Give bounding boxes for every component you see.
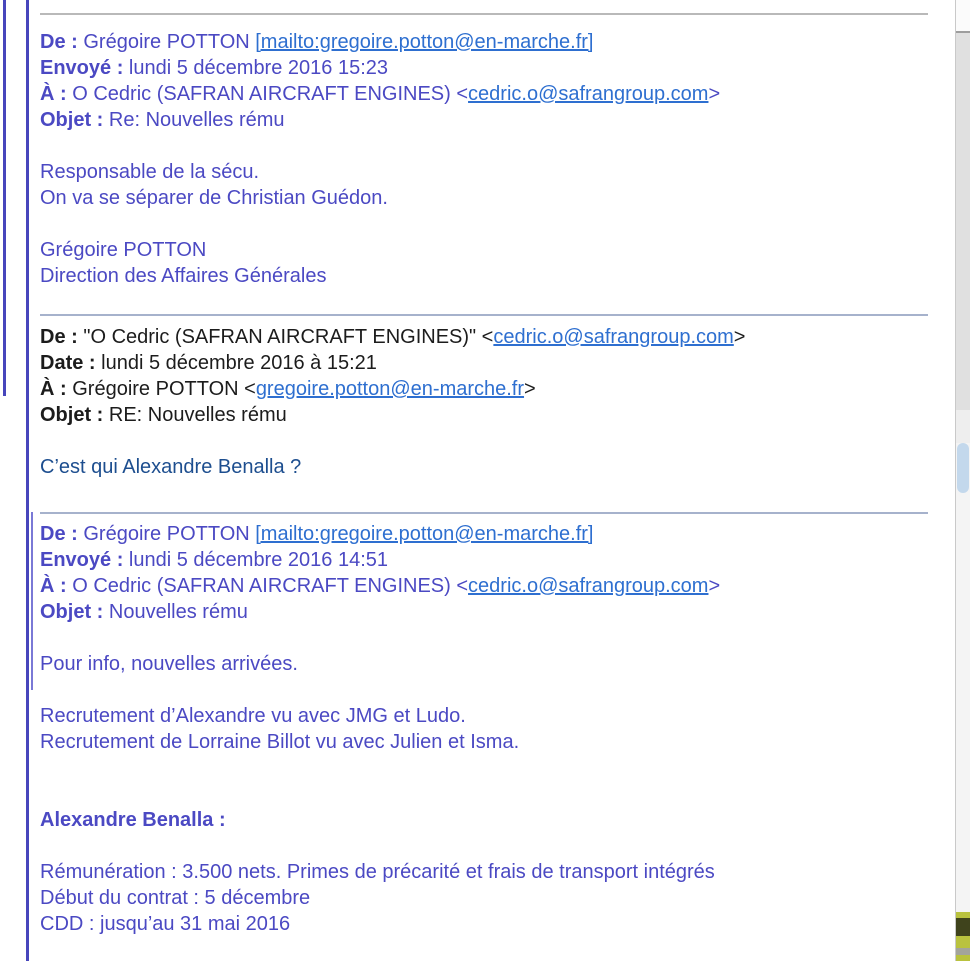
quote-level-border-inner: [31, 512, 33, 690]
from-label: De :: [40, 31, 78, 53]
to-label: À :: [40, 83, 67, 105]
subject-label: Objet :: [40, 601, 104, 623]
scrollbar[interactable]: [955, 0, 970, 961]
subject-value: Re: Nouvelles rému: [103, 109, 285, 131]
body-line-heading: Alexandre Benalla :: [40, 809, 226, 831]
email-1-subject-line: [40, 107, 928, 133]
from-label: De :: [40, 326, 78, 348]
email-3-body: [40, 651, 928, 937]
date-label: Date :: [40, 352, 96, 374]
body-line-blank: [40, 211, 928, 237]
signature-name: Grégoire POTTON: [40, 239, 207, 261]
subject-label: Objet :: [40, 109, 104, 131]
from-email-link[interactable]: cedric.o@safrangroup.com: [493, 326, 734, 348]
scrollbar-thumb[interactable]: [956, 33, 970, 410]
body-line: Recrutement de Lorraine Billot vu avec Julien et Isma.: [40, 731, 520, 753]
sent-label: Envoyé :: [40, 57, 124, 79]
peek-image-fragment: [956, 912, 970, 961]
scrollbar-track: [956, 410, 970, 443]
body-line: Début du contrat : 5 décembre: [40, 887, 311, 909]
email-2-date-line: [40, 350, 928, 376]
email-3-subject-line: [40, 599, 928, 625]
to-value: Grégoire POTTON <: [66, 378, 256, 400]
message-separator: [40, 13, 928, 15]
body-line-blank: [40, 833, 928, 859]
signature-title: Direction des Affaires Générales: [40, 265, 327, 287]
message-separator: [40, 512, 928, 514]
body-line: On va se séparer de Christian Guédon.: [40, 187, 388, 209]
email-3-sent-line: [40, 547, 928, 573]
body-line: CDD : jusqu’au 31 mai 2016: [40, 913, 291, 935]
email-1-from-line: [40, 29, 928, 55]
to-value-end: >: [708, 83, 721, 105]
email-thread-content: [40, 0, 928, 937]
email-2-body: [40, 454, 928, 480]
sent-label: Envoyé :: [40, 549, 124, 571]
message-separator: [40, 314, 928, 316]
to-value: O Cedric (SAFRAN AIRCRAFT ENGINES) <: [66, 575, 469, 597]
body-line: Rémunération : 3.500 nets. Primes de précarité et frais de transport intégrés: [40, 861, 715, 883]
email-2-subject-line: [40, 402, 928, 428]
email-3-from-line: [40, 521, 928, 547]
scrollbar-track-top: [956, 0, 970, 31]
to-value: O Cedric (SAFRAN AIRCRAFT ENGINES) <: [66, 83, 469, 105]
sent-value: lundi 5 décembre 2016 15:23: [123, 57, 388, 79]
body-line-blank: [40, 781, 928, 807]
from-value: Grégoire POTTON: [77, 523, 256, 545]
from-value: Grégoire POTTON: [77, 31, 256, 53]
body-line: Responsable de la sécu.: [40, 161, 260, 183]
from-value: "O Cedric (SAFRAN AIRCRAFT ENGINES)" <: [77, 326, 494, 348]
body-line: Pour info, nouvelles arrivées.: [40, 653, 298, 675]
date-value: lundi 5 décembre 2016 à 15:21: [95, 352, 377, 374]
email-2-from-line: [40, 324, 928, 350]
quote-level-border-outer: [3, 0, 6, 396]
to-email-link[interactable]: cedric.o@safrangroup.com: [468, 83, 709, 105]
to-email-link[interactable]: gregoire.potton@en-marche.fr: [255, 378, 525, 400]
body-line: C’est qui Alexandre Benalla ?: [40, 456, 302, 478]
to-value-end: >: [708, 575, 721, 597]
to-label: À :: [40, 378, 67, 400]
to-label: À :: [40, 575, 67, 597]
subject-label: Objet :: [40, 404, 104, 426]
subject-value: Nouvelles rému: [103, 601, 248, 623]
to-email-link[interactable]: cedric.o@safrangroup.com: [468, 575, 709, 597]
email-2-header: [40, 324, 928, 428]
subject-value: RE: Nouvelles rému: [103, 404, 287, 426]
scrollbar-thumb-blue[interactable]: [957, 443, 969, 493]
email-3-header: [40, 521, 928, 625]
peek-image-grey-band: [956, 948, 970, 955]
email-1-to-line: [40, 81, 928, 107]
sent-value: lundi 5 décembre 2016 14:51: [123, 549, 388, 571]
from-mailto-link[interactable]: [mailto:gregoire.potton@en-marche.fr]: [255, 523, 594, 545]
email-1-header: [40, 29, 928, 133]
quote-level-border-main: [26, 0, 29, 961]
peek-image-dark-blotch: [956, 918, 970, 936]
scrollbar-track-bottom: [956, 493, 970, 912]
from-value-end: >: [733, 326, 746, 348]
email-1-body: [40, 159, 928, 289]
from-mailto-link[interactable]: [mailto:gregoire.potton@en-marche.fr]: [255, 31, 594, 53]
from-label: De :: [40, 523, 78, 545]
email-2-to-line: [40, 376, 928, 402]
body-line-blank: [40, 677, 928, 703]
body-line: Recrutement d’Alexandre vu avec JMG et Ludo.: [40, 705, 466, 727]
body-line-blank: [40, 755, 928, 781]
to-value-end: >: [524, 378, 536, 400]
email-3-to-line: [40, 573, 928, 599]
email-1-sent-line: [40, 55, 928, 81]
